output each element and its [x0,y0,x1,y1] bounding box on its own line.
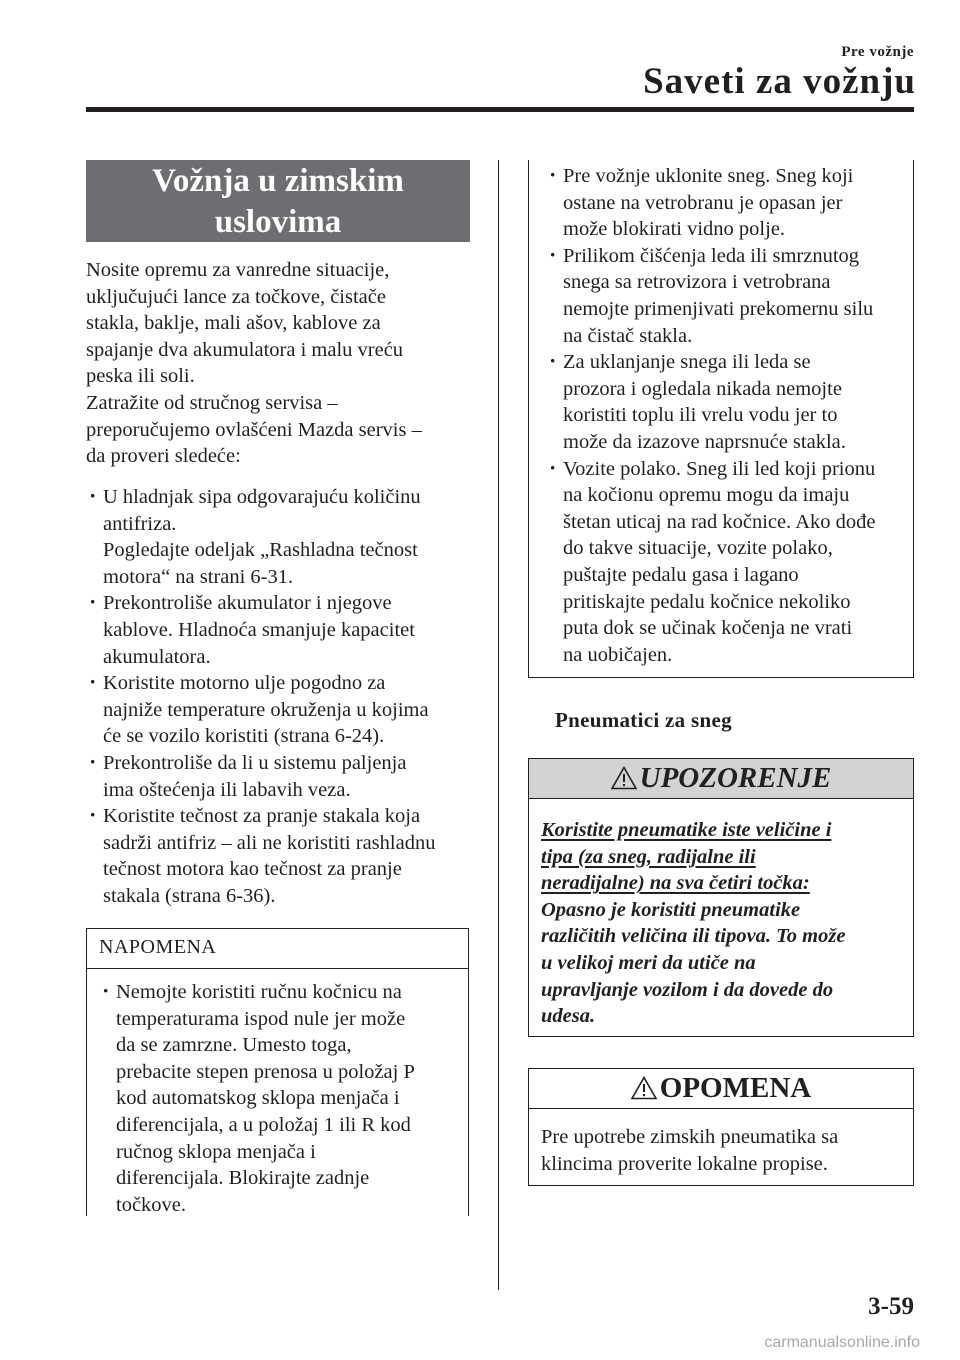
page-number: 3-59 [868,1293,914,1320]
warning-heading [529,759,913,799]
text-line: na kočionu opremu mogu da imaju [563,484,850,507]
text-line: puta dok se učinak kočenja ne vrati [563,617,853,640]
text-line: preporučujemo ovlašćeni Mazda servis – [86,418,422,441]
intro-paragraph [86,390,476,470]
text-line: spajanje dva akumulatora i malu vreću [86,338,404,361]
text-line: Za uklanjanje snega ili leda se [563,351,811,374]
text-line: može da izazove naprsnuće stakla. [563,430,846,453]
watermark: carmanualsonline.info [764,1334,920,1351]
text-line: stakla, baklje, mali ašov, kablove za [86,312,381,335]
text-line: akumulatora. [103,645,211,668]
text-line: prebacite stepen prenosa u položaj P [116,1060,415,1083]
checklist [86,484,476,910]
list-item [86,484,476,590]
running-header-section: Pre vožnje [841,44,914,60]
text-line: točkove. [116,1193,187,1216]
caution-heading [529,1069,913,1109]
section-title-line: Vožnja u zimskim [152,163,404,199]
text-line: tečnost motora kao tečnost za pranje [103,858,402,881]
text-line: Zatražite od stručnog servisa – [86,391,338,414]
text-line: puštajte pedalu gasa i lagano [563,563,799,586]
header-rule [86,107,914,112]
text-line: stakala (strana 6-36). [103,884,276,907]
text-line: U hladnjak sipa odgovarajuću količinu [103,486,421,508]
text-line: Prilikom čišćenja leda ili smrznutog [563,244,860,267]
text-line: Pogledajte odeljak „Rashladna tečnost [103,539,418,562]
subheading-snow-tires: Pneumatici za sneg [555,708,732,732]
list-item [546,163,908,243]
text-line: da se zamrzne. Umesto toga, [116,1034,352,1057]
note-list [99,979,459,1218]
text-line: će se vozilo koristiti (strana 6-24). [103,725,385,748]
text-line: do takve situacije, vozite polako, [563,537,833,560]
text-line: u velikoj meri da utiče na [541,951,756,974]
text-line: Pre vožnje uklonite sneg. Sneg koji [563,165,854,187]
section-title-line: uslovima [214,204,342,240]
text-line: uključujući lance za točkove, čistače [86,285,386,308]
text-line: ručnog sklopa menjača i [116,1140,316,1163]
text-line: može blokirati vidno polje. [563,218,786,241]
winter-tips-list [546,163,908,668]
text-line: Prekontroliše da li u sistemu paljenja [103,751,407,774]
list-item [86,803,476,909]
text-line: kablove. Hladnoća smanjuje kapacitet [103,618,415,641]
warning-body [541,817,903,1030]
text-line: peska ili soli. [86,365,195,388]
running-header-title: Saveti za vožnju [643,61,916,102]
text-line: Prekontroliše akumulator i njegove [103,592,392,615]
warning-heading-text: UPOZORENJE [639,762,832,794]
text-line: štetan uticaj na rad kočnice. Ako dođe [563,510,876,533]
text-line: ima oštećenja ili labavih veza. [103,778,351,801]
text-line: na čistač stakla. [563,324,693,347]
text-line: pritiskajte pedalu kočnice nekoliko [563,590,851,613]
caution-body [541,1124,903,1177]
list-item [546,456,908,669]
text-line: klincima proverite lokalne propise. [541,1152,828,1175]
text-line: Vozite polako. Sneg ili led koji prionu [563,457,876,480]
list-item [86,590,476,670]
warning-triangle-icon [611,766,637,790]
text-line: upravljanje vozilom i da dovede do [541,978,834,1001]
text-line: koristiti toplu ili vrelu vodu jer to [563,404,838,427]
text-line: tipa (za sneg, radijalne ili [541,845,756,868]
intro-text [86,257,476,470]
text-line: nemojte primenjivati prekomernu silu [563,297,874,320]
text-line: Koristite motorno ulje pogodno za [103,672,386,695]
text-line: Nemojte koristiti ručnu kočnicu na [116,981,402,1003]
text-line: Koristite tečnost za pranje stakala koja [103,805,421,828]
warning-triangle-icon [631,1076,657,1100]
note-heading: NAPOMENA [87,929,468,969]
caution-heading-text: OPOMENA [659,1072,812,1104]
text-line: udesa. [541,1005,596,1028]
text-line: da proveri sledeće: [86,445,241,468]
text-line: sadrži antifriz – ali ne koristiti rashladnu [103,831,436,854]
list-item [86,670,476,750]
list-item [546,349,908,455]
text-line: kod automatskog sklopa menjača i [116,1087,400,1110]
column-divider [498,160,499,1290]
text-line: Opasno je koristiti pneumatike [541,898,801,921]
text-line: diferencijala. Blokirajte zadnje [116,1167,370,1190]
text-line: najniže temperature okruženja u kojima [103,698,429,721]
text-line: motora“ na strani 6-31. [103,565,294,588]
section-title-banner [86,160,470,242]
text-line: antifriza. [103,512,177,535]
text-line: temperaturama ispod nule jer može [116,1007,406,1030]
intro-paragraph [86,257,476,390]
text-line: diferencijala, a u položaj 1 ili R kod [116,1113,411,1136]
text-line: neradijalne) na sva četiri točka: [541,872,810,895]
list-item [99,979,459,1218]
caution-box [528,1068,914,1186]
note-box [86,928,469,1216]
text-line: različitih veličina ili tipova. To može [541,925,846,948]
text-line: Pre upotrebe zimskih pneumatika sa [541,1126,839,1148]
text-line: Koristite pneumatike iste veličine i [541,819,832,841]
text-line: Nosite opremu za vanredne situacije, [86,259,390,281]
list-item [546,243,908,349]
text-line: snega sa retrovizora i vetrobrana [563,271,831,294]
warning-box [528,758,914,1037]
list-item [86,750,476,803]
text-line: prozora i ogledala nikada nemojte [563,377,842,400]
text-line: ostane na vetrobranu je opasan jer [563,191,843,214]
text-line: na uobičajen. [563,643,673,666]
